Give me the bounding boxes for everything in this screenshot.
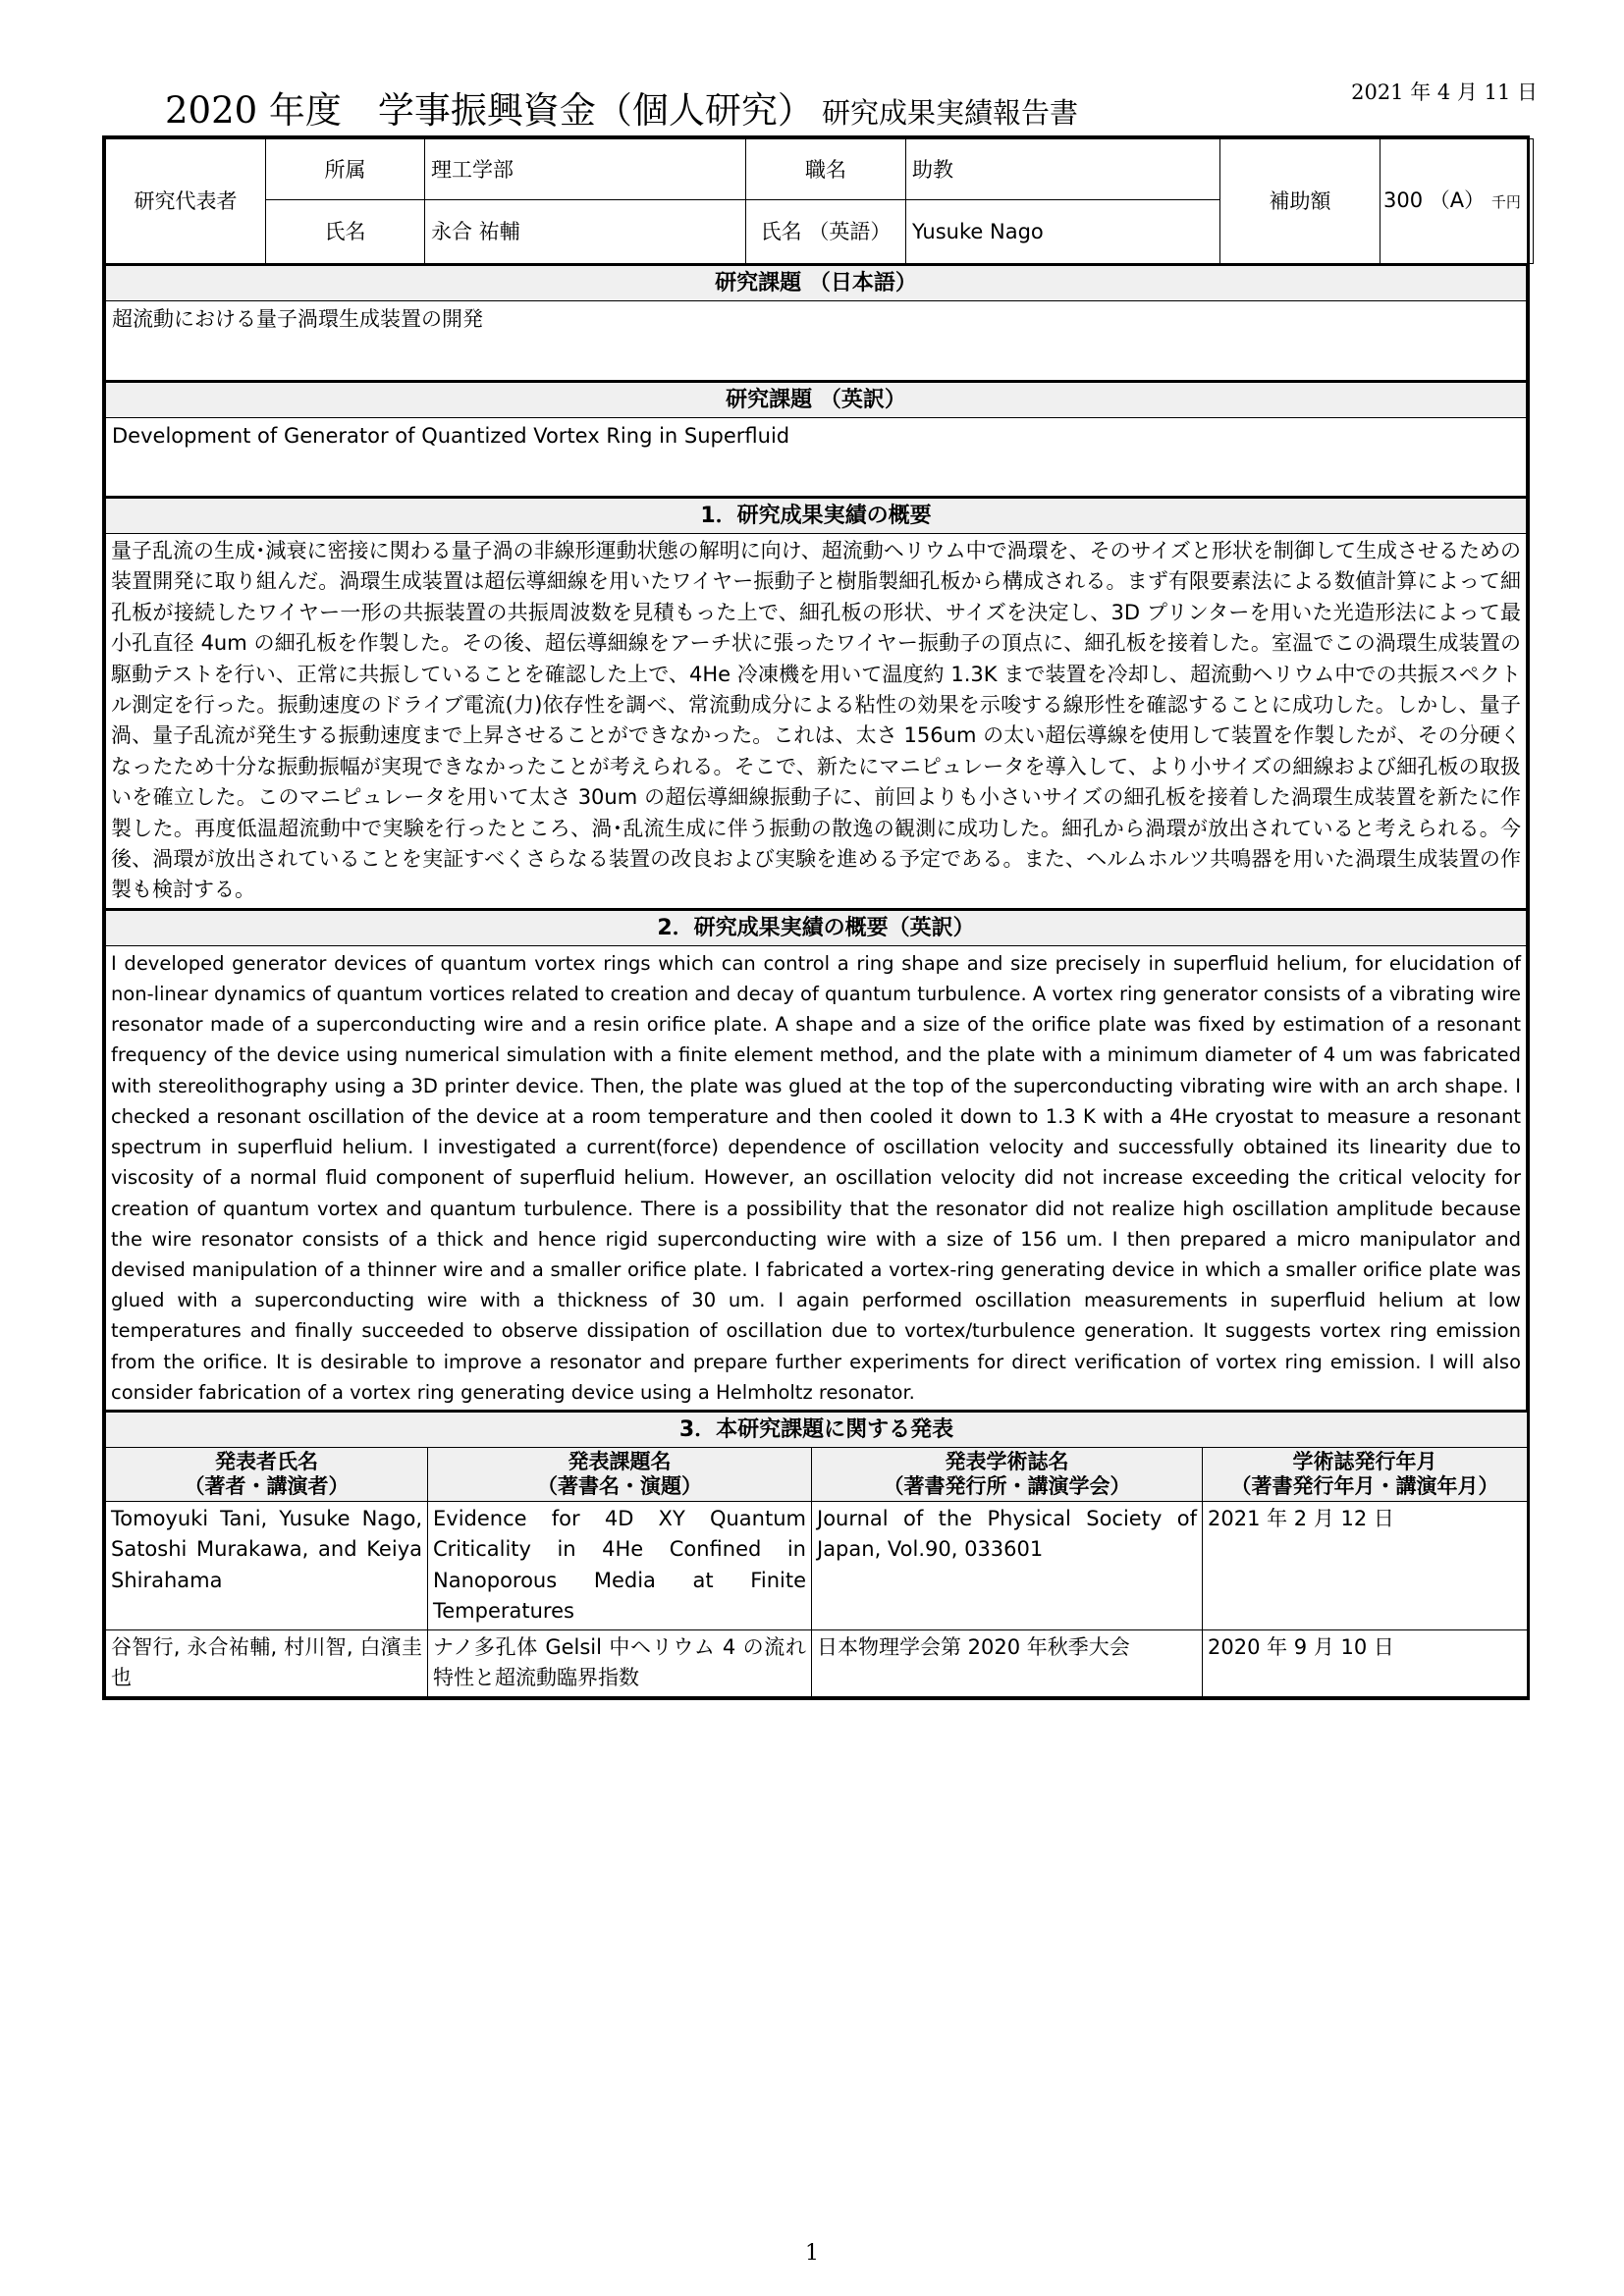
name-label: 氏名	[266, 200, 425, 264]
report-title	[165, 80, 1078, 133]
col-header-venue-line2: （著書発行所・講演学会）	[883, 1473, 1131, 1498]
summary-ja-heading: 1．研究成果実績の概要	[106, 498, 1527, 534]
position-value: 助教	[906, 139, 1220, 200]
summary-en-text: I developed generator devices of quantum vortex rings which can control a ring shape and size precisely in superfluid helium, for elucidation of non-linear dynamics of quantum vortices related to creation and decay of quantum turbulence. A vortex ring generator consists of a vibrating wire resonator made of a superconducting wire and a resin orifice plate. A shape and a size of the orifice plate was fixed by estimation of a resonant frequency of the device using numerical simulation with a finite element method, and the plate with a minimum diameter of 4 um was fabricated with stereolithography using a 3D printer device. Then, the plate was glued at the top of the superconducting vibrating wire with an arch shape. I checked a resonant oscillation of the device at a room temperature and then cooled it down to 1.3 K with a 4He cryostat to measure a resonant spectrum in superfluid helium. I investigated a current(force) dependence of oscillation velocity and successfully obtained its linearity due to viscosity of a normal fluid component of superfluid helium. However, an oscillation velocity did not increase exceeding the critical velocity for creation of quantum vortex and quantum turbulence. There is a possibility that the resonator did not realize high oscillation amplitude because the wire resonator consists of a thick and hence rigid superconducting wire with a size of 156 um. I then prepared a micro manipulator and devised manipulation of a thinner wire and a smaller orifice plate. I fabricated a vortex-ring generating device in which a smaller orifice plate was glued with a superconducting wire with a thickness of 30 um. I again performed oscillation measurements in superfluid helium at low temperatures and finally succeeded to observe dissipation of oscillation due to vortex/turbulence generation. It suggests vortex ring emission from the orifice. It is desirable to improve a resonator and prepare further experiments for direct verification of vortex ring emission. I will also consider fabrication of a vortex ring generating device using a Helmholtz resonator.	[106, 945, 1527, 1410]
publications-table	[105, 1411, 1528, 1697]
summary-en-heading: 2．研究成果実績の概要（英訳）	[106, 910, 1527, 946]
affiliation-value: 理工学部	[425, 139, 746, 200]
topic-ja-text: 超流動における量子渦環生成装置の開発	[106, 301, 1527, 381]
pub-title: Evidence for 4D XY Quantum Criticality in 4He Confined in Nanoporous Media at Finite Temperatures	[428, 1501, 812, 1629]
pub-venue: 日本物理学会第 2020 年秋季大会	[812, 1629, 1203, 1696]
topic-en-text: Development of Generator of Quantized Vortex Ring in Superfluid	[106, 418, 1527, 497]
col-header-title-line1: 発表課題名	[568, 1449, 672, 1473]
pub-authors: Tomoyuki Tani, Yusuke Nago, Satoshi Murakawa, and Keiya Shirahama	[106, 1501, 428, 1629]
summary-en-table	[105, 909, 1527, 1411]
table-row	[106, 1629, 1528, 1696]
report-title-main: 2020 年度 学事振興資金（個人研究）	[165, 89, 814, 132]
report-form	[102, 135, 1530, 1700]
pub-venue: Journal of the Physical Society of Japan, Vol.90, 033601	[812, 1501, 1203, 1629]
grant-cell	[1380, 139, 1534, 264]
col-header-date-line1: 学術誌発行年月	[1292, 1449, 1437, 1473]
col-header-venue	[812, 1447, 1203, 1501]
col-header-venue-line1: 発表学術誌名	[945, 1449, 1069, 1473]
summary-ja-text: 量子乱流の生成･減衰に密接に関わる量子渦の非線形運動状態の解明に向け、超流動ヘリウム中で渦環を、そのサイズと形状を制御して生成させるための装置開発に取り組んだ。渦環生成装置は超伝導細線を用いたワイヤー振動子と樹脂製細孔板から構成される。まず有限要素法による数値計算によって細孔板が接続したワイヤー一形の共振装置の共振周波数を見積もった上で、細孔板の形状、サイズを決定し、3D プリンターを用いた光造形法によって最小孔直径 4um の細孔板を作製した。その後、超伝導細線をアーチ状に張ったワイヤー振動子の頂点に、細孔板を接着した。室温でこの渦環生成装置の駆動テストを行い、正常に共振していることを確認した上で、4He 冷凍機を用いて温度約 1.3K まで装置を冷却し、超流動ヘリウム中での共振スペクトル測定を行った。振動速度のドライブ電流(力)依存性を調べ、常流動成分による粘性の効果を示唆する線形性を確認することに成功した。しかし、量子渦、量子乱流が発生する振動速度まで上昇させることができなかった。これは、太さ 156um の太い超伝導線を使用して装置を作製したが、その分硬くなったため十分な振動振幅が実現できなかったことが考えられる。そこで、新たにマニピュレータを導入して、より小サイズの細線および細孔板の取扱いを確立した。このマニピュレータを用いて太さ 30um の超伝導細線振動子に、前回よりも小さいサイズの細孔板を接着した渦環生成装置を新たに作製した。再度低温超流動中で実験を行ったところ、渦･乱流生成に伴う振動の散逸の観測に成功した。細孔から渦環が放出されていると考えられる。今後、渦環が放出されていることを実証すべくさらなる装置の改良および実験を進める予定である。また、ヘルムホルツ共鳴器を用いた渦環生成装置の作製も検討する。	[106, 534, 1527, 909]
col-header-authors-line1: 発表者氏名	[215, 1449, 318, 1473]
info-table	[105, 138, 1534, 264]
pub-date: 2020 年 9 月 10 日	[1203, 1629, 1528, 1696]
col-header-date-line2: （著書発行年月・講演年月）	[1230, 1473, 1499, 1498]
topic-ja-heading: 研究課題 （日本語）	[106, 265, 1527, 301]
representative-label: 研究代表者	[106, 139, 266, 264]
grant-unit: 千円	[1490, 193, 1521, 211]
col-header-date	[1203, 1447, 1528, 1501]
pub-title: ナノ多孔体 Gelsil 中ヘリウム 4 の流れ特性と超流動臨界指数	[428, 1629, 812, 1696]
col-header-title-line2: （著書名・演題）	[537, 1473, 702, 1498]
col-header-title	[428, 1447, 812, 1501]
position-label: 職名	[746, 139, 906, 200]
table-row	[106, 1501, 1528, 1629]
name-en-value: Yusuke Nago	[906, 200, 1220, 264]
affiliation-label: 所属	[266, 139, 425, 200]
pub-date: 2021 年 2 月 12 日	[1203, 1501, 1528, 1629]
col-header-authors-line2: （著者・講演者）	[184, 1473, 350, 1498]
report-title-sub: 研究成果実績報告書	[821, 96, 1078, 130]
grant-label: 補助額	[1220, 139, 1380, 264]
summary-ja-table	[105, 497, 1527, 909]
name-en-label: 氏名 （英語）	[746, 200, 906, 264]
topic-ja-table	[105, 264, 1527, 381]
publications-heading: 3．本研究課題に関する発表	[106, 1412, 1528, 1448]
topic-en-heading: 研究課題 （英訳）	[106, 382, 1527, 418]
name-value: 永合 祐輔	[425, 200, 746, 264]
report-date: 2021 年 4 月 11 日	[1351, 80, 1538, 104]
col-header-authors	[106, 1447, 428, 1501]
grant-value: 300 （A）	[1383, 188, 1486, 212]
page-number: 1	[805, 2241, 819, 2266]
topic-en-table	[105, 381, 1527, 497]
pub-authors: 谷智行, 永合祐輔, 村川智, 白濱圭也	[106, 1629, 428, 1696]
